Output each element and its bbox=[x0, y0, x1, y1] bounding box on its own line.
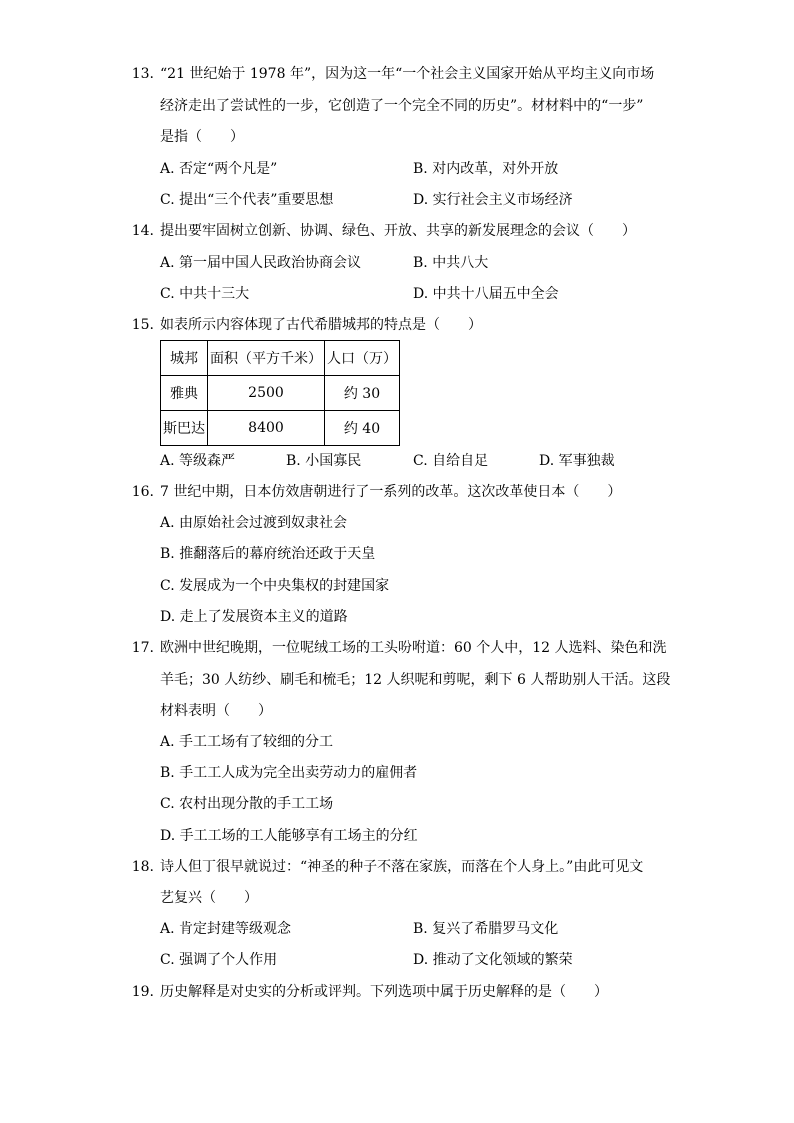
question-stem-line: 如表所示内容体现了古代希腊城邦的特点是（ ） bbox=[160, 317, 482, 333]
option-d: D. 推动了文化领域的繁荣 bbox=[413, 952, 573, 968]
option-c: C. 强调了个人作用 bbox=[160, 952, 278, 968]
option-a: A. 肯定封建等级观念 bbox=[160, 921, 292, 937]
option-b: B. 对内改革，对外开放 bbox=[413, 161, 559, 177]
option-a: A. 由原始社会过渡到奴隶社会 bbox=[160, 515, 348, 531]
option-b: B. 中共八大 bbox=[413, 255, 489, 271]
table-cell: 2500 bbox=[208, 376, 325, 411]
question-number: 17. bbox=[131, 640, 154, 656]
option-c: C. 发展成为一个中央集权的封建国家 bbox=[160, 578, 390, 594]
option-d: D. 中共十八届五中全会 bbox=[413, 286, 559, 302]
table-row bbox=[161, 376, 400, 411]
question-number: 19. bbox=[131, 984, 154, 1000]
table-cell: 约 40 bbox=[325, 411, 400, 446]
table-header-cell: 城邦 bbox=[161, 341, 208, 376]
option-c: C. 农村出现分散的手工工场 bbox=[160, 796, 334, 812]
option-d: D. 实行社会主义市场经济 bbox=[413, 192, 573, 208]
question-stem-line: 是指（ ） bbox=[160, 129, 244, 145]
question-number: 15. bbox=[131, 317, 154, 333]
table-row bbox=[161, 411, 400, 446]
table-cell: 8400 bbox=[208, 411, 325, 446]
question-stem-line: 提出要牢固树立创新、协调、绿色、开放、共享的新发展理念的会议（ ） bbox=[160, 223, 636, 239]
option-c: C. 提出“三个代表”重要思想 bbox=[160, 192, 334, 208]
question-stem-line: “21 世纪始于 1978 年”，因为这一年“一个社会主义国家开始从平均主义向市场 bbox=[160, 66, 655, 82]
option-c: C. 中共十三大 bbox=[160, 286, 250, 302]
question-stem-line: 欧洲中世纪晚期，一位呢绒工场的工头吩咐道：60 个人中，12 人选料、染色和洗 bbox=[160, 640, 667, 656]
option-c: C. 自给自足 bbox=[413, 453, 489, 469]
option-b: B. 推翻落后的幕府统治还政于天皇 bbox=[160, 546, 376, 562]
question-number: 13. bbox=[131, 66, 154, 82]
table-cell: 斯巴达 bbox=[161, 411, 208, 446]
question-stem-line: 羊毛；30 人纺纱、刷毛和梳毛；12 人织呢和剪呢，剩下 6 人帮助别人干活。这段 bbox=[160, 672, 671, 688]
question-stem-line: 诗人但丁很早就说过：“神圣的种子不落在家族，而落在个人身上。”由此可见文 bbox=[160, 859, 644, 875]
option-d: D. 手工工场的工人能够享有工场主的分红 bbox=[160, 828, 418, 844]
table-cell: 雅典 bbox=[161, 376, 208, 411]
question-number: 18. bbox=[131, 859, 154, 875]
question-stem-line: 历史解释是对史实的分析或评判。下列选项中属于历史解释的是（ ） bbox=[160, 984, 608, 1000]
question-number: 16. bbox=[131, 484, 154, 500]
option-d: D. 走上了发展资本主义的道路 bbox=[160, 609, 348, 625]
option-b: B. 小国寡民 bbox=[286, 453, 362, 469]
option-a: A. 手工工场有了较细的分工 bbox=[160, 734, 334, 750]
option-a: A. 否定“两个凡是” bbox=[160, 161, 278, 177]
city-state-table bbox=[160, 340, 400, 446]
option-a: A. 等级森严 bbox=[160, 453, 236, 469]
option-d: D. 军事独裁 bbox=[539, 453, 615, 469]
table-header-cell: 人口（万） bbox=[325, 341, 400, 376]
table-header-cell: 面积（平方千米） bbox=[208, 341, 325, 376]
question-stem-line: 经济走出了尝试性的一步，它创造了一个完全不同的历史”。材材料中的“一步” bbox=[160, 98, 644, 114]
table-cell: 约 30 bbox=[325, 376, 400, 411]
question-stem-line: 艺复兴（ ） bbox=[160, 890, 258, 906]
question-stem-line: 7 世纪中期，日本仿效唐朝进行了一系列的改革。这次改革使日本（ ） bbox=[160, 484, 622, 500]
question-stem-line: 材料表明（ ） bbox=[160, 703, 272, 719]
option-b: B. 复兴了希腊罗马文化 bbox=[413, 921, 559, 937]
question-number: 14. bbox=[131, 223, 154, 239]
table-header-row bbox=[161, 341, 400, 376]
option-a: A. 第一届中国人民政治协商会议 bbox=[160, 255, 362, 271]
option-b: B. 手工工人成为完全出卖劳动力的雇佣者 bbox=[160, 765, 418, 781]
